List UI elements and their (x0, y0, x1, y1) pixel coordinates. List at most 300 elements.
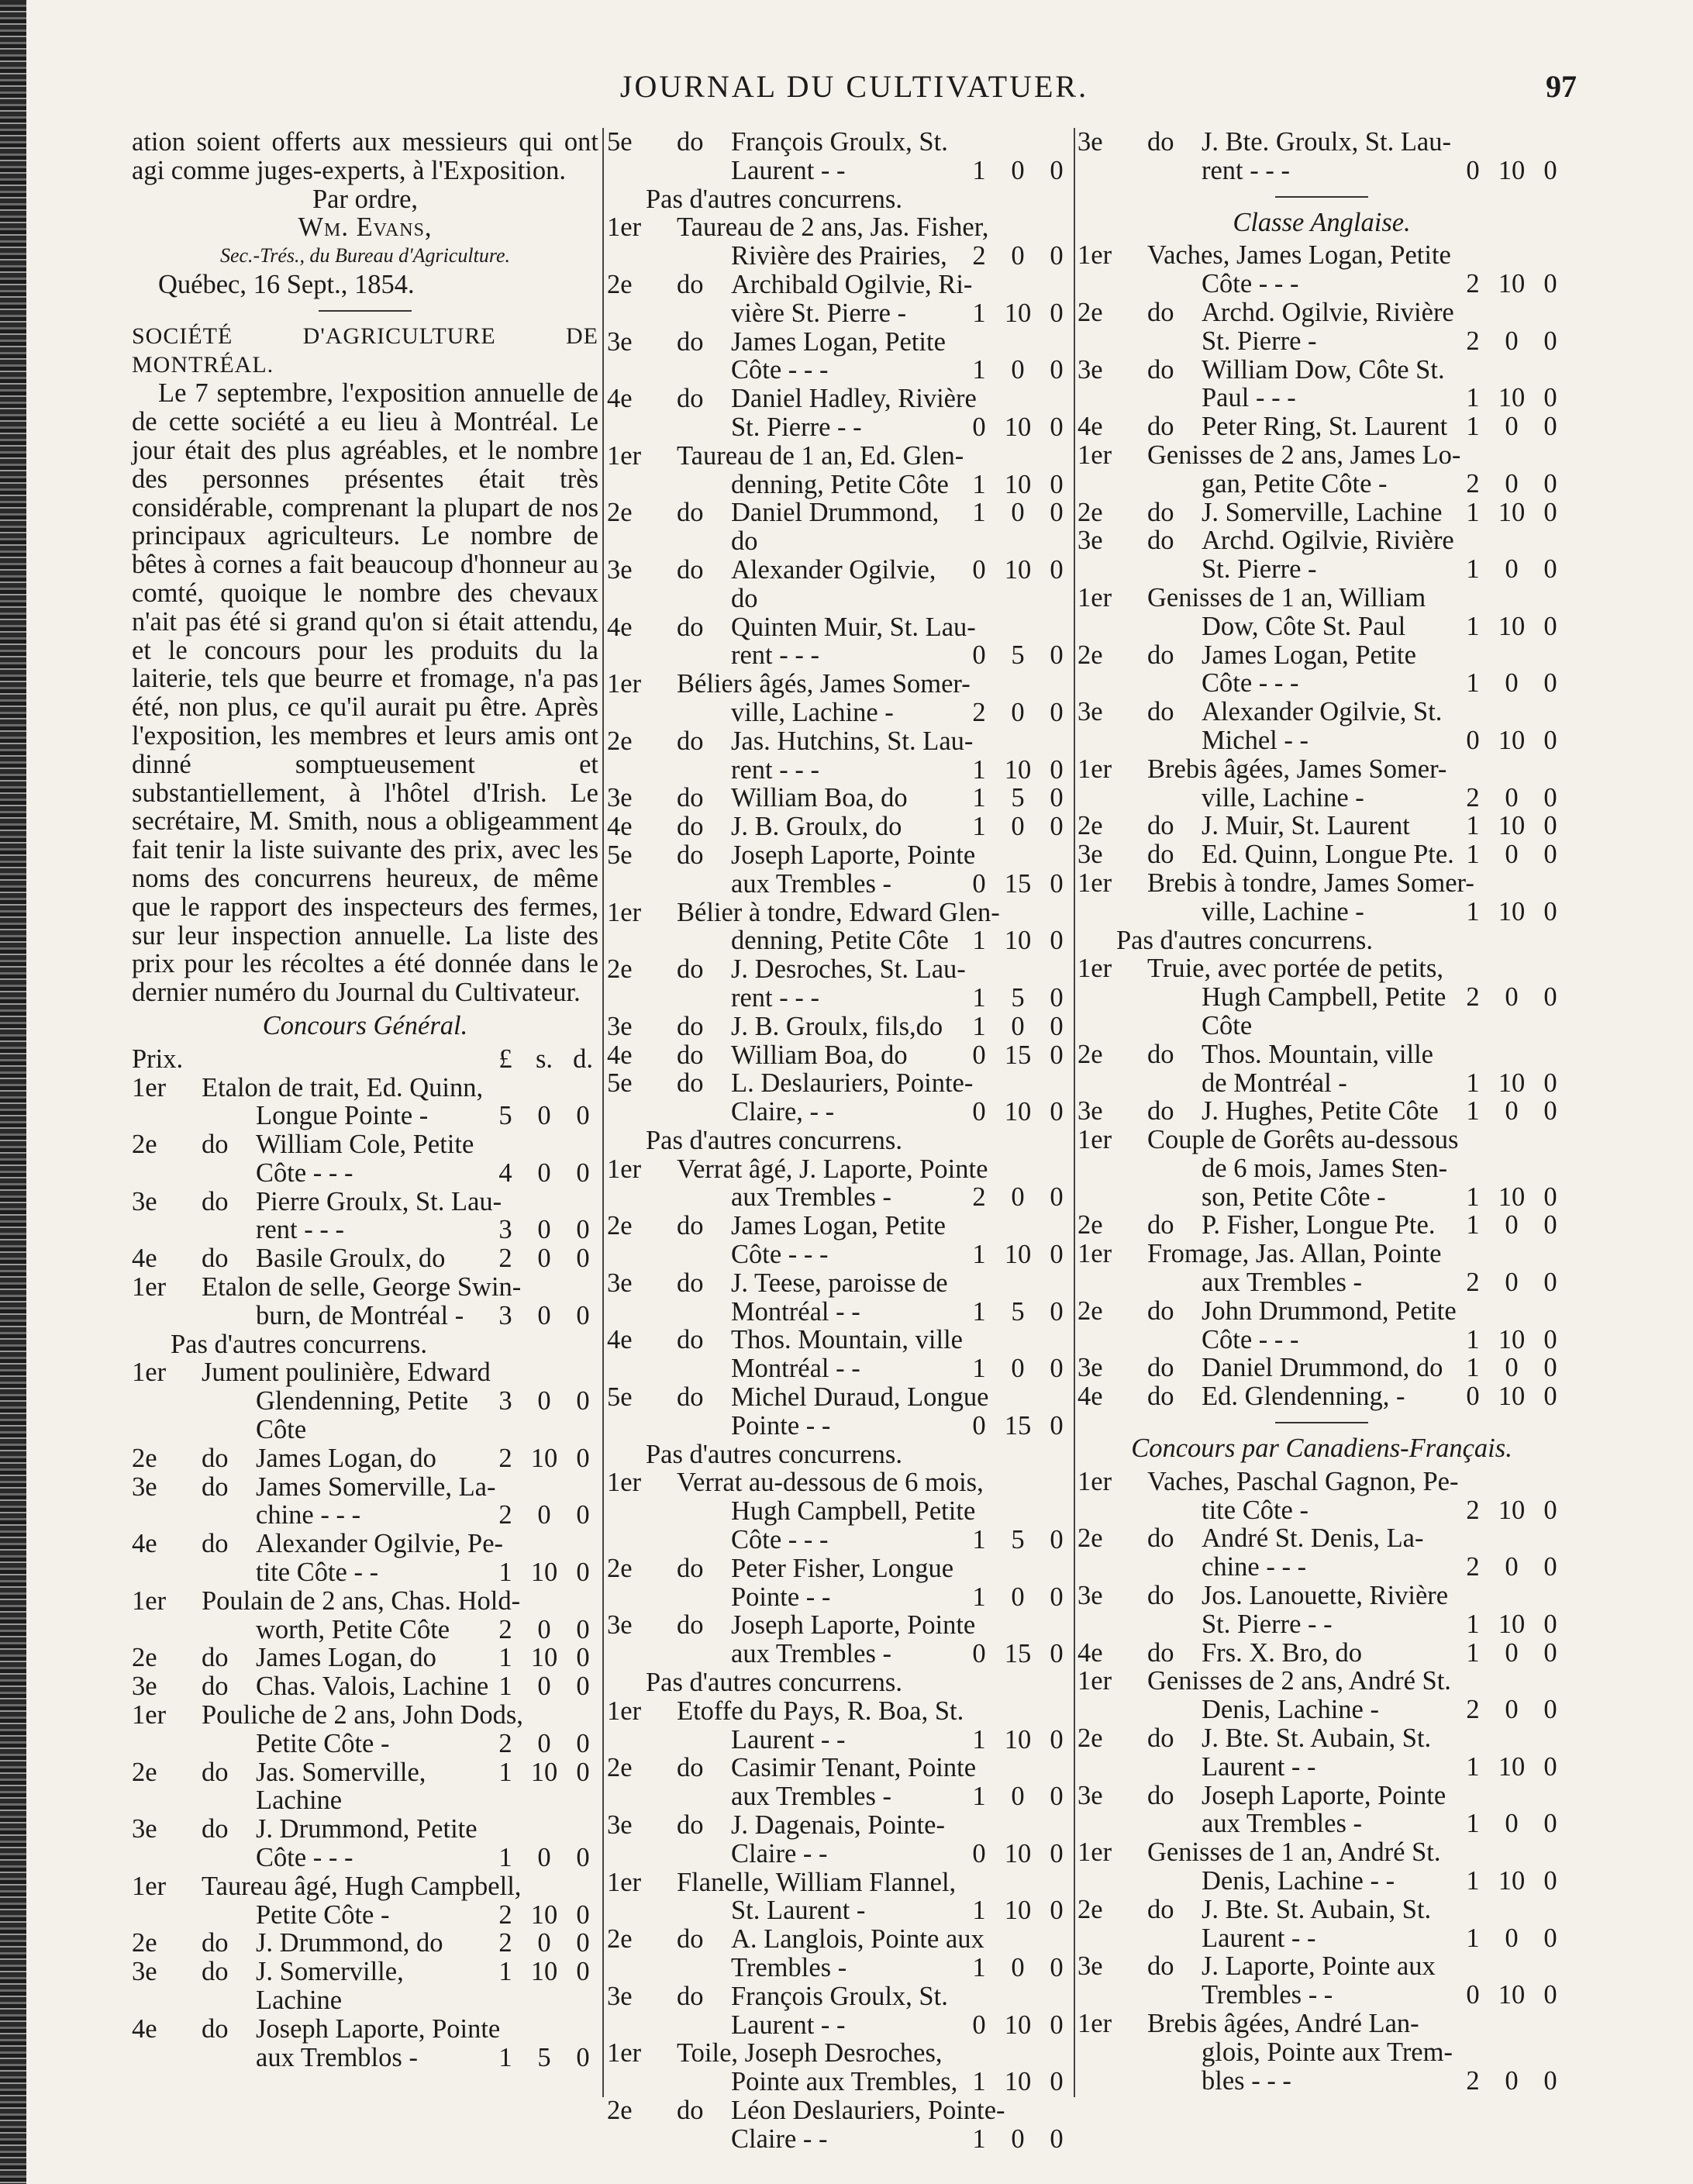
shillings: 10 (1004, 469, 1032, 499)
pounds: 1 (972, 812, 986, 842)
prize-entry (1078, 584, 1566, 612)
prize-rank: 4e (607, 1040, 633, 1070)
prize-text: J. Somerville, Lachine (1202, 497, 1443, 527)
pence: 0 (1050, 469, 1064, 499)
prize-rank: 2e (607, 1553, 633, 1583)
pence: 0 (1050, 1525, 1064, 1555)
par-ordre: Par ordre, (312, 184, 419, 214)
prize-rank: 1er (607, 897, 642, 927)
prize-amount (964, 813, 1072, 841)
prize-continuation (607, 1896, 1072, 1925)
pence: 0 (1050, 783, 1064, 813)
pounds: 0 (972, 868, 986, 899)
pounds: 1 (1466, 896, 1480, 926)
prize-amount (964, 413, 1072, 442)
shillings: 0 (537, 1614, 551, 1644)
prize-amount (964, 471, 1072, 499)
ditto: do (677, 1068, 704, 1099)
prize-rank: 3e (1078, 127, 1103, 157)
shillings: 0 (1011, 1354, 1025, 1384)
continuation-text: burn, de Montréal - (256, 1300, 464, 1330)
prize-amount (964, 1354, 1072, 1383)
shillings: 0 (1505, 1353, 1519, 1383)
prize-text: Léon Deslauriers, Pointe- (731, 2095, 1005, 2125)
prize-rank: 2e (1078, 1039, 1103, 1069)
prize-text: James Somerville, La- (256, 1472, 496, 1502)
prize-amount (1457, 1211, 1566, 1240)
continuation-text: chine - - - (256, 1500, 361, 1530)
no-other-competitors: Pas d'autres concurrens. (646, 1125, 902, 1155)
continuation-text: St. Pierre - (1202, 554, 1317, 585)
prize-text: Vaches, James Logan, Petite (1147, 240, 1451, 271)
prize-text: Joseph Laporte, Pointe (731, 1610, 976, 1641)
pence: 0 (1543, 1980, 1557, 2010)
prize-rank: 4e (607, 612, 633, 642)
shillings: 0 (1505, 1809, 1519, 1839)
pounds: 2 (972, 1182, 986, 1213)
continuation-text: Trembles - - (1202, 1980, 1333, 2010)
prize-amount (1457, 1924, 1566, 1953)
prize-text: André St. Denis, La- (1202, 1523, 1424, 1554)
shillings: 10 (1498, 725, 1526, 755)
prize-continuation (1078, 1326, 1566, 1354)
prize-amount (490, 1216, 598, 1244)
prize-text: Quinten Muir, St. Lau- (731, 612, 976, 642)
pence: 0 (576, 1928, 590, 1958)
continuation-text: aux Trembles - (731, 868, 891, 899)
prize-continuation (607, 1526, 1072, 1554)
shillings: 10 (1498, 896, 1526, 926)
prize-continuation (607, 1240, 1072, 1269)
no-other-competitors: Pas d'autres concurrens. (646, 1668, 902, 1698)
prize-text: J. Bte. Groulx, St. Lau- (1202, 127, 1451, 157)
prize-entry (607, 1697, 1072, 1726)
prize-rank: 2e (1078, 1894, 1103, 1924)
pounds: 1 (1466, 1637, 1480, 1668)
column-1 (132, 128, 598, 2072)
shillings: 0 (1505, 782, 1519, 813)
prize-entry (607, 727, 1072, 756)
pence: 0 (1050, 1240, 1064, 1270)
shillings: 0 (1505, 1923, 1519, 1953)
shillings: 0 (1505, 840, 1519, 870)
no-other-competitors: Pas d'autres concurrens. (1116, 925, 1373, 955)
prize-rank: 3e (607, 1610, 633, 1641)
prize-rank: 1er (607, 1154, 642, 1184)
prize-rank: 3e (607, 1810, 633, 1841)
shillings: 0 (1505, 326, 1519, 356)
prize-amount (1457, 157, 1566, 185)
prize-rank: 3e (1078, 526, 1103, 556)
prize-entry (132, 1358, 598, 1387)
scan-edge (0, 0, 26, 2184)
prize-entry (132, 1815, 598, 1844)
ditto: do (1147, 840, 1174, 870)
prize-entry (1078, 412, 1566, 441)
signer-title: Sec.-Trés., du Bureau d'Agriculture. (219, 244, 511, 267)
classe-anglaise-title: Classe Anglaise. (1233, 207, 1411, 237)
prize-entry (132, 1273, 598, 1302)
dateline: Québec, 16 Sept., 1854. (158, 269, 415, 299)
pence: 0 (1543, 1353, 1557, 1383)
prize-entry (132, 1958, 598, 2015)
prize-continuation (132, 1216, 598, 1244)
continuation-text: St. Pierre - (1202, 326, 1317, 356)
prize-text: Michel Duraud, Longue (731, 1382, 989, 1413)
prize-text: Flanelle, William Flannel, (677, 1867, 957, 1897)
ditto: do (1147, 354, 1174, 385)
prize-continuation (1078, 384, 1566, 412)
shillings: 0 (537, 1843, 551, 1873)
continuation-text: Côte - - - (1202, 269, 1299, 299)
continuation-text: aux Trembles - (1202, 1268, 1362, 1298)
ditto: do (1147, 697, 1174, 727)
prize-continuation (607, 1354, 1072, 1383)
pounds: 1 (1466, 1182, 1480, 1212)
pence: 0 (1543, 497, 1557, 527)
prize-entry (607, 1754, 1072, 1782)
pence: 0 (1543, 1552, 1557, 1582)
prize-continuation (1078, 1553, 1566, 1582)
ditto: do (677, 1040, 704, 1070)
prize-rank: 3e (132, 1814, 157, 1844)
column-2 (607, 128, 1072, 2154)
prize-continuation (132, 1901, 598, 1930)
prize-text: Genisses de 2 ans, André St. (1147, 1666, 1451, 1696)
prize-entry (1078, 1126, 1566, 1154)
column-3 (1078, 128, 1566, 2095)
shillings: 0 (1505, 554, 1519, 585)
ditto: do (677, 1810, 704, 1841)
prize-entry (607, 670, 1072, 699)
continuation-text: denning, Petite Côte (731, 469, 949, 499)
prize-text: J. Desroches, St. Lau- (731, 954, 966, 985)
pence: 0 (576, 1899, 590, 1930)
prize-text: Brebis âgées, André Lan- (1147, 2009, 1419, 2038)
pounds: 1 (1466, 412, 1480, 442)
prize-entry (1078, 1382, 1566, 1411)
prize-amount (1457, 470, 1566, 499)
prize-amount (964, 1583, 1072, 1612)
pounds: 1 (1466, 1096, 1480, 1127)
column-rule-2 (1074, 128, 1075, 2097)
shillings: 10 (1498, 1324, 1526, 1354)
pence: 0 (1543, 326, 1557, 356)
society-body: Le 7 septembre, l'exposition annuelle de de cette société a eu lieu à Montréal. Le jour était des plus agréables, et le nombre des personnes présentes était très considérable, comprenant la plupart de nos principaux agriculteurs. Le nombre de bêtes à cornes a fait beaucoup d'honneur au comté, quoique le nombre des chevaux n'ait pas été si grand qu'on si était attendu, et le concours pour les produits du la laiterie, tels que beurre et fromage, n'a pas été, non plus, ce qu'il aurait pu être. Après l'exposition, les membres et leurs amis ont dinné somptueusement et substantiellement, à l'hôtel d'Irish. Le secrétaire, M. Smith, nous a obligeamment fait tenir la liste suivante des prix, avec les noms des concurrens heureux, de même que le rapport des inspecteurs des fermes, sur leur inspection annuelle. La liste des prix pour les récoltes a été donnée dans le dernier numéro du Journal du Cultivateur. (132, 378, 598, 1008)
continuation-text: de Montréal - (1202, 1068, 1347, 1098)
prize-continuation (607, 926, 1072, 955)
pence: 0 (1050, 1296, 1064, 1327)
prize-continuation (607, 1782, 1072, 1811)
prize-amount (1457, 1382, 1566, 1411)
continuation-text: Côte - - - (1202, 668, 1299, 699)
prize-continuation (607, 2068, 1072, 2096)
prize-amount (490, 1159, 598, 1188)
pence: 0 (1543, 1637, 1557, 1668)
prize-rank: 3e (607, 1981, 633, 2011)
prize-rank: 1er (132, 1272, 167, 1302)
pounds: 1 (972, 1525, 986, 1555)
pounds: 2 (1466, 468, 1480, 499)
prize-rank: 1er (1078, 1466, 1112, 1496)
prize-text: J. Muir, St. Laurent (1202, 811, 1410, 841)
prize-continuation (1078, 1268, 1566, 1297)
pounds: 0 (1466, 725, 1480, 755)
prize-rank: 2e (607, 498, 633, 528)
shillings: 10 (1498, 155, 1526, 185)
continuation-text: vière St. Pierre - (731, 298, 907, 328)
continuation-text: Claire - - (731, 2124, 828, 2154)
shillings: 5 (1011, 783, 1025, 813)
shillings: 0 (1011, 498, 1025, 528)
prize-entry (607, 1554, 1072, 1583)
prize-entry (1078, 1667, 1566, 1696)
prize-text: Ed. Quinn, Longue Pte. (1202, 840, 1454, 870)
prize-text: James Logan, do (256, 1643, 436, 1673)
shillings: 5 (537, 2042, 551, 2072)
pounds: 1 (972, 2067, 986, 2097)
pence: 0 (1543, 1923, 1557, 1953)
prize-amount (1457, 1183, 1566, 1212)
shillings: 0 (1505, 1096, 1519, 1127)
pounds: 0 (972, 640, 986, 671)
pence: 0 (1543, 1182, 1557, 1212)
prize-text: L. Deslauriers, Pointe- (731, 1068, 974, 1099)
prize-amount (964, 1041, 1072, 1070)
ditto: do (1147, 1210, 1174, 1240)
prize-amount (490, 1730, 598, 1758)
prize-rank: 5e (607, 1068, 633, 1099)
prize-continuation (132, 2044, 598, 2072)
prize-text: Taureau de 2 ans, Jas. Fisher, (677, 212, 989, 243)
pounds: 1 (1466, 1068, 1480, 1098)
prize-text: J. Somerville, Lachine (256, 1957, 404, 2015)
pence: 0 (1543, 1096, 1557, 1127)
prize-continuation (607, 699, 1072, 727)
pounds: 1 (1466, 811, 1480, 841)
continuation-text: denning, Petite Côte (731, 926, 949, 956)
prize-rank: 1er (607, 1696, 642, 1726)
prize-rank: 4e (132, 2013, 157, 2044)
pence: 0 (1050, 1011, 1064, 1041)
pence: 0 (1050, 2067, 1064, 2097)
shillings: 10 (1498, 383, 1526, 413)
prize-amount (490, 1644, 598, 1672)
continuation-text: Dow, Côte St. Paul (1202, 611, 1406, 641)
continuation-text: Pointe aux Trembles, (731, 2067, 958, 2097)
ditto: do (1147, 811, 1174, 841)
pence: 0 (1050, 868, 1064, 899)
shillings: 0 (537, 1500, 551, 1530)
pounds: 2 (1466, 1268, 1480, 1298)
prize-continuation (1078, 898, 1566, 926)
ditto: do (1147, 1723, 1174, 1754)
ditto: do (1147, 1039, 1174, 1069)
ditto: do (202, 2013, 229, 2044)
prize-amount (964, 2125, 1072, 2154)
pounds: 2 (498, 1244, 512, 1274)
continuation-text: Côte - - - (731, 1525, 829, 1555)
prize-entry (132, 1672, 598, 1701)
prize-continuation (132, 1730, 598, 1758)
prize-rank: 5e (607, 840, 633, 870)
ditto: do (1147, 1382, 1174, 1412)
ditto: do (677, 1268, 704, 1298)
prize-rank: 3e (607, 1011, 633, 1041)
prize-continuation (1078, 2067, 1566, 2096)
pence: 0 (1050, 982, 1064, 1013)
ditto: do (677, 1981, 704, 2011)
prize-amount (1457, 784, 1566, 813)
prize-amount (964, 641, 1072, 670)
pounds: 2 (1466, 1695, 1480, 1725)
prize-text: Taureau âgé, Hugh Campbell, (202, 1871, 522, 1901)
prize-continuation (607, 756, 1072, 785)
prize-continuation (1078, 555, 1566, 584)
prize-amount (1457, 1639, 1566, 1668)
prize-text: Etalon de selle, George Swin- (202, 1272, 522, 1302)
prize-rank: 3e (132, 1472, 157, 1502)
prize-entry (1078, 298, 1566, 327)
pounds: 2 (1466, 782, 1480, 813)
pounds: 1 (498, 1643, 512, 1673)
continuation-text: Michel - - (1202, 725, 1309, 755)
prize-amount (1457, 1810, 1566, 1838)
prize-rank: 1er (132, 1585, 167, 1616)
shillings: 0 (1505, 1268, 1519, 1298)
prize-entry (1078, 1524, 1566, 1553)
ditto: do (677, 812, 704, 842)
pounds: 1 (1466, 1353, 1480, 1383)
prize-continuation (607, 641, 1072, 670)
prize-text: Joseph Laporte, Pointe (1202, 1780, 1446, 1810)
ditto: do (677, 2095, 704, 2125)
ditto: do (202, 1244, 229, 1274)
pounds: 1 (972, 754, 986, 785)
pounds: 0 (972, 412, 986, 442)
shillings: 0 (1011, 2124, 1025, 2154)
continuation-text: Petite Côte - (256, 1899, 390, 1930)
prize-rank: 1er (1078, 582, 1112, 612)
prize-list (607, 128, 1072, 2154)
pence: 0 (1543, 383, 1557, 413)
prize-entry (607, 613, 1072, 642)
prize-rank: 3e (1078, 1353, 1103, 1383)
prize-rank: 5e (607, 127, 633, 157)
prize-entry (132, 1244, 598, 1273)
prize-amount (1457, 1981, 1566, 2010)
shillings: 10 (1498, 1980, 1526, 2010)
prize-text: Archd. Ogilvie, Rivière (1202, 297, 1454, 327)
prize-rank: 1er (1078, 440, 1112, 470)
pounds: 2 (1466, 269, 1480, 299)
shillings: 10 (1498, 1751, 1526, 1782)
prize-rank: 4e (132, 1529, 157, 1559)
prize-amount (964, 1782, 1072, 1811)
prize-amount (964, 1412, 1072, 1440)
shillings: 5 (1011, 1296, 1025, 1327)
pence: 0 (1543, 611, 1557, 641)
ditto: do (677, 127, 704, 157)
prize-amount (1457, 1696, 1566, 1724)
prize-amount (964, 1298, 1072, 1327)
prize-entry (607, 899, 1072, 927)
continuation-text: rent - - - (256, 1215, 344, 1245)
pence: 0 (576, 1300, 590, 1330)
prize-entry (1078, 755, 1566, 784)
continuation-text: bles - - - (1202, 2065, 1291, 2096)
ditto: do (1147, 1353, 1174, 1383)
prize-entry (607, 1326, 1072, 1354)
prize-text: James Logan, Petite (731, 1211, 946, 1241)
pounds: 1 (972, 355, 986, 385)
prize-rank: 4e (607, 812, 633, 842)
prize-amount (490, 1302, 598, 1330)
ditto: do (1147, 127, 1174, 157)
prize-entry (1078, 954, 1566, 983)
pence: 0 (576, 1101, 590, 1131)
prize-continuation (132, 1616, 598, 1644)
prize-entry (132, 1587, 598, 1616)
prize-rank: 2e (1078, 497, 1103, 527)
prize-amount (964, 499, 1072, 556)
continuation-text: son, Petite Côte - (1202, 1182, 1386, 1212)
prize-text: Brebis à tondre, James Somer- (1147, 868, 1474, 898)
continuation-text: Pointe - - (731, 1410, 831, 1440)
pence: 0 (576, 1757, 590, 1787)
prize-amount (490, 1758, 598, 1816)
prize-rank: 1er (1078, 954, 1112, 984)
prize-entry (132, 1872, 598, 1901)
prize-amount (964, 242, 1072, 271)
prize-entry (132, 1758, 598, 1816)
pounds: 1 (1466, 1809, 1480, 1839)
pence: 0 (1050, 1354, 1064, 1384)
prize-amount (490, 1244, 598, 1273)
pence: 0 (1543, 1268, 1557, 1298)
prize-rank: 2e (607, 2095, 633, 2125)
pounds: 1 (972, 298, 986, 328)
lsd-header (490, 1045, 598, 1074)
shillings: 10 (1498, 611, 1526, 641)
page-header (132, 68, 1577, 115)
prize-amount (964, 870, 1072, 899)
prize-entry (607, 813, 1072, 841)
prize-entry (607, 1269, 1072, 1298)
continuation-text: Côte - - - (731, 1240, 829, 1270)
pence: 0 (1543, 1609, 1557, 1639)
prize-entry (1078, 1040, 1566, 1069)
prize-text: Poulain de 2 ans, Chas. Hold- (202, 1585, 521, 1616)
prize-amount (964, 984, 1072, 1013)
prize-rank: 2e (132, 1443, 157, 1473)
prize-text: J. Drummond, Petite (256, 1814, 478, 1844)
pounds: 1 (1466, 1923, 1480, 1953)
prize-rank: 4e (607, 384, 633, 414)
prize-text: Fromage, Jas. Allan, Pointe (1147, 1239, 1442, 1269)
no-other-competitors: Pas d'autres concurrens. (171, 1329, 427, 1359)
prize-text: William Cole, Petite (256, 1130, 474, 1160)
continuation-text: rent - - - (731, 640, 819, 671)
prix-header (132, 1045, 598, 1074)
pence: 0 (1050, 1639, 1064, 1669)
prize-entry (1078, 1952, 1566, 1981)
prize-continuation (1078, 1867, 1566, 1896)
pounds: 1 (972, 1582, 986, 1612)
prize-text: Chas. Valois, Lachine (256, 1672, 489, 1702)
ditto: do (1147, 1894, 1174, 1924)
pence: 0 (1050, 754, 1064, 785)
